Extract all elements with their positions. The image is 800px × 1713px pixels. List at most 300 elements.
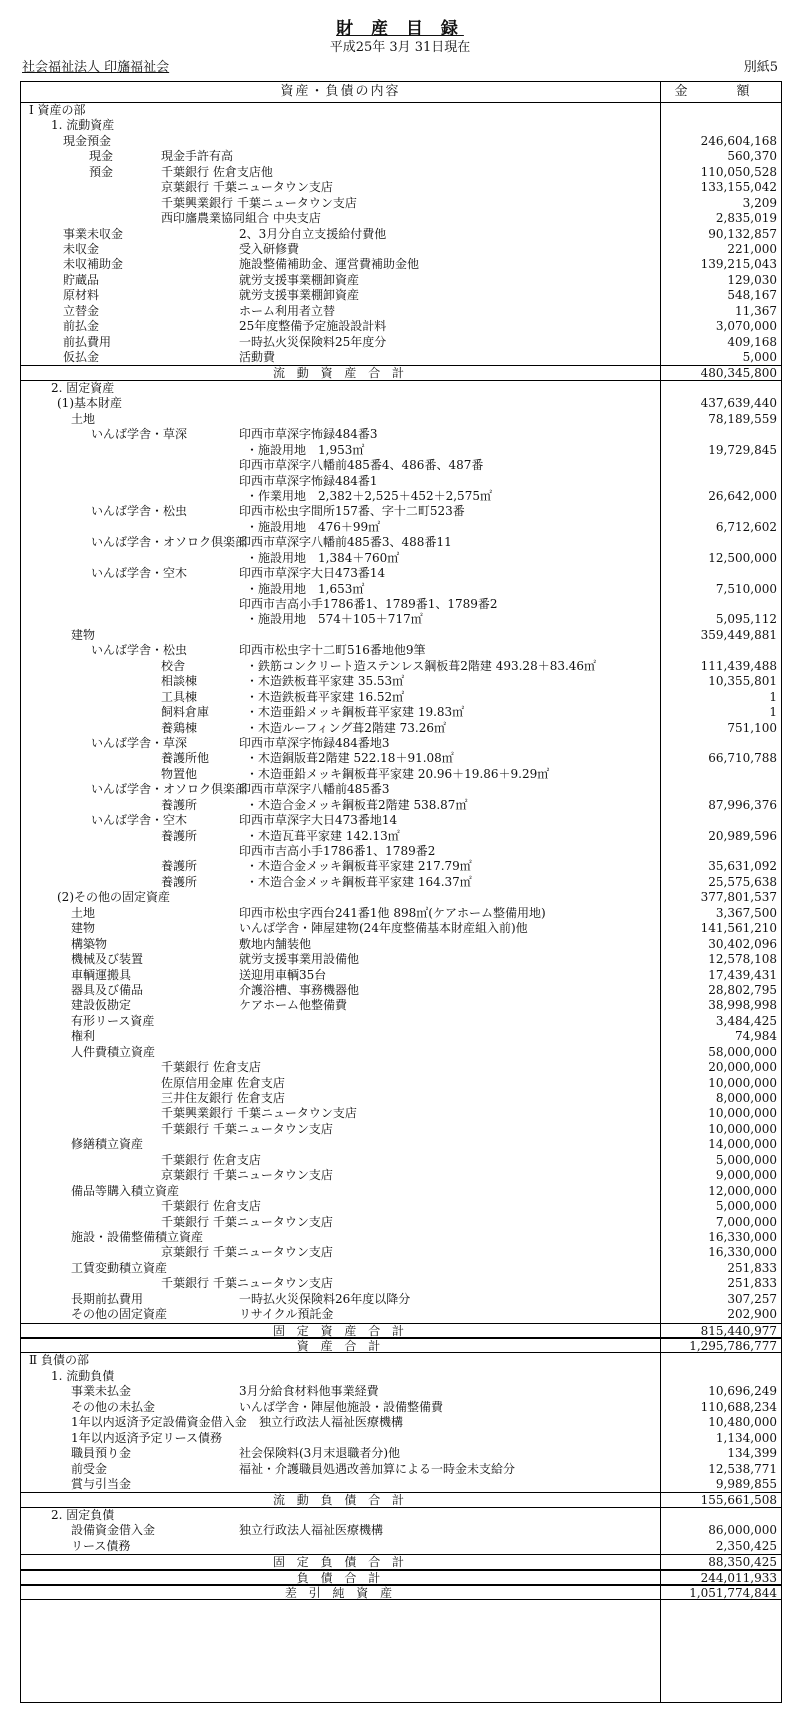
item-label: 前払金 (63, 319, 100, 334)
item-amount: 78,189,559 (708, 411, 777, 426)
table-row (21, 612, 781, 627)
table-row (21, 690, 781, 705)
table-row (21, 458, 781, 473)
table-row (21, 134, 781, 149)
table-row (21, 1184, 781, 1199)
table-row (21, 829, 781, 844)
item-amount: 134,399 (727, 1446, 777, 1461)
item-label: 賞与引当金 (71, 1476, 132, 1491)
item-label: いんば学舎・空木 (91, 566, 188, 581)
table-row (21, 474, 781, 489)
table-row (21, 890, 781, 905)
item-label: 立替金 (63, 303, 100, 318)
item-amount: 25,575,638 (708, 874, 777, 889)
table-row (21, 1276, 781, 1291)
item-label: 1. 流動負債 (51, 1368, 115, 1383)
item-amount: 74,984 (735, 1029, 777, 1044)
item-label: 工具棟 (161, 689, 198, 704)
table-row (21, 504, 781, 519)
table-row (21, 165, 781, 180)
table-row (21, 443, 781, 458)
item-amount: 12,538,771 (708, 1461, 777, 1476)
item-detail: ・施設用地 476＋99㎡ (246, 519, 381, 534)
item-detail: 印西市吉高小手1786番1、1789番1、1789番2 (239, 597, 498, 611)
item-label: 建設仮勘定 (71, 998, 132, 1013)
item-amount: 110,050,528 (700, 164, 777, 179)
table-row (21, 1369, 781, 1384)
item-detail: 印西市松虫字十二町516番地他9筆 (239, 643, 426, 658)
item-detail: 佐原信用金庫 佐倉支店 (161, 1075, 285, 1090)
table-row (21, 1462, 781, 1477)
table-row (21, 968, 781, 983)
item-detail: ・鉄筋コンクリート造ステンレス鋼板葺2階建 493.28＋83.46㎡ (246, 658, 597, 673)
item-detail: ・木造亜鉛メッキ鋼板葺平家建 20.96＋19.86＋9.29㎡ (246, 766, 550, 781)
item-amount: 7,510,000 (715, 581, 777, 596)
table-row (21, 937, 781, 952)
item-label: 2. 固定負債 (51, 1507, 115, 1522)
item-label: いんば学舎・草深 (91, 427, 188, 442)
item-label: 現金 (89, 149, 114, 164)
item-amount: 110,688,234 (700, 1399, 777, 1414)
item-amount: 251,833 (727, 1260, 777, 1275)
item-amount: 66,710,788 (708, 751, 777, 766)
item-label: (1)基本財産 (57, 396, 122, 411)
item-detail: 印西市吉高小手1786番1、1789番2 (239, 844, 436, 858)
item-detail: 京葉銀行 千葉ニュータウン支店 (161, 1245, 333, 1260)
table-row (21, 1292, 781, 1307)
item-amount: 5,000,000 (715, 1199, 777, 1214)
table-row (21, 844, 781, 859)
document-date: 平成25年 3月 31日現在 (329, 40, 471, 55)
item-label: 養護所 (161, 859, 198, 874)
item-label: 車輌運搬具 (71, 967, 132, 982)
item-amount: 1,295,786,777 (689, 1339, 777, 1353)
item-detail: いんば学舎・陣屋他施設・設備整備費 (239, 1399, 444, 1414)
table-row (21, 1199, 781, 1214)
table-row (21, 427, 781, 442)
item-detail: ・木造合金メッキ鋼板葺2階建 538.87㎡ (246, 797, 468, 812)
total-label: 流 動 資 産 合 計 (272, 366, 409, 381)
item-amount: 10,000,000 (708, 1121, 777, 1136)
item-amount: 8,000,000 (715, 1091, 777, 1105)
table-header (21, 82, 781, 103)
item-amount: 7,000,000 (715, 1214, 777, 1229)
item-detail: 印西市草深字大日473番14 (239, 566, 386, 581)
table-row (21, 1477, 781, 1492)
item-label: 仮払金 (63, 350, 100, 364)
item-label: Ⅱ 負債の部 (29, 1353, 89, 1368)
item-label: 器具及び備品 (71, 982, 144, 997)
item-detail: 一時払火災保険料26年度以降分 (239, 1291, 411, 1306)
item-amount: 139,215,043 (700, 257, 777, 272)
table-row (21, 1539, 781, 1554)
document-title: 財 産 目 録 (336, 19, 464, 39)
table-row (21, 736, 781, 751)
item-amount: 244,011,933 (700, 1570, 777, 1585)
table-row (21, 1261, 781, 1276)
item-detail: 三井住友銀行 佐倉支店 (161, 1091, 285, 1105)
item-amount: 17,439,431 (708, 967, 777, 982)
item-detail: 印西市松虫字西台241番1他 898㎡(ケアホーム整備用地) (239, 905, 546, 920)
total-label: 固 定 負 債 合 計 (272, 1555, 409, 1570)
total-row (21, 1492, 781, 1507)
item-amount: 10,696,249 (708, 1384, 777, 1399)
item-amount: 246,604,168 (700, 133, 777, 148)
item-label: 預金 (89, 164, 114, 179)
item-amount: 5,000,000 (715, 1152, 777, 1167)
item-detail: ・木造鉄板葺平家建 16.52㎡ (246, 689, 405, 704)
table-row (21, 1245, 781, 1260)
item-amount: 141,561,210 (700, 921, 777, 936)
item-label: 前払費用 (63, 334, 112, 349)
item-detail: 千葉銀行 千葉ニュータウン支店 (161, 1214, 333, 1229)
item-amount: 30,402,096 (708, 936, 777, 951)
item-detail: 千葉興業銀行 千葉ニュータウン支店 (161, 195, 357, 210)
table-row (21, 211, 781, 226)
table-row (21, 1091, 781, 1106)
total-label: 資 産 合 計 (296, 1339, 385, 1353)
item-amount: 10,000,000 (708, 1075, 777, 1090)
item-label: いんば学舎・松虫 (91, 504, 188, 519)
item-detail: ・施設用地 1,384＋760㎡ (246, 550, 400, 565)
item-amount: 38,998,998 (708, 998, 777, 1013)
item-amount: 5,000 (742, 350, 777, 364)
table-row (21, 906, 781, 921)
item-amount: 9,000,000 (715, 1168, 777, 1183)
item-amount: 12,000,000 (708, 1183, 777, 1198)
table-row (21, 782, 781, 797)
table-row (21, 1106, 781, 1121)
item-detail: ・木造合金メッキ鋼板葺平家建 164.37㎡ (246, 874, 472, 889)
table-row (21, 1446, 781, 1461)
item-detail: ・施設用地 1,653㎡ (246, 581, 365, 596)
item-detail: 千葉銀行 佐倉支店他 (161, 164, 273, 179)
item-label: (2)その他の固定資産 (57, 890, 170, 905)
item-amount: 16,330,000 (708, 1229, 777, 1244)
item-amount: 86,000,000 (708, 1523, 777, 1538)
item-amount: 751,100 (727, 720, 777, 735)
item-label: 事業未収金 (63, 226, 124, 241)
table-row (21, 643, 781, 658)
table-row (21, 566, 781, 581)
table-row (21, 1431, 781, 1446)
item-detail: 一時払火災保険料25年度分 (239, 334, 387, 349)
table-row (21, 242, 781, 257)
organization-name: 社会福祉法人 印旛福祉会 (22, 60, 170, 75)
table-row (21, 705, 781, 720)
table-row (21, 551, 781, 566)
item-amount: 19,729,845 (708, 442, 777, 457)
item-label: 校舎 (161, 658, 186, 673)
item-detail: 就労支援事業用設備他 (239, 952, 360, 967)
item-amount: 548,167 (727, 288, 777, 303)
item-label: 原材料 (63, 288, 100, 303)
item-label: 1. 流動資産 (51, 118, 115, 133)
item-label: いんば学舎・オソロク倶楽部 (91, 535, 248, 550)
item-amount: 3,070,000 (715, 319, 777, 334)
item-label: 1年以内返済予定リース債務 (71, 1430, 223, 1445)
item-label: いんば学舎・オソロク倶楽部 (91, 782, 248, 797)
item-label: 1年以内返済予定設備資金借入金 (71, 1415, 247, 1430)
item-detail: 印西市草深字八幡前485番3、488番11 (239, 535, 452, 550)
item-detail: ケアホーム他整備費 (239, 998, 348, 1013)
table-row (21, 1415, 781, 1430)
table-row (21, 998, 781, 1013)
item-detail: 独立行政法人福祉医療機構 (239, 1523, 384, 1538)
item-label: 貯蔵品 (63, 272, 100, 287)
item-label: 長期前払費用 (71, 1291, 144, 1306)
item-amount: 359,449,881 (700, 627, 777, 642)
item-label: 土地 (71, 411, 96, 426)
item-detail: いんば学舎・陣屋建物(24年度整備基本財産組入前)他 (239, 921, 528, 936)
table-row (21, 628, 781, 643)
item-detail: 印西市草深字八幡前485番3 (239, 782, 390, 797)
table-row (21, 180, 781, 195)
table-row (21, 952, 781, 967)
total-row (21, 365, 781, 380)
item-label: 人件費積立資産 (71, 1044, 156, 1059)
item-detail: ホーム利用者立替 (239, 303, 336, 318)
item-amount: 480,345,800 (700, 366, 777, 381)
table-row (21, 1307, 781, 1322)
item-detail: 千葉銀行 千葉ニュータウン支店 (161, 1121, 333, 1136)
total-row (21, 1323, 781, 1338)
item-label: 養護所 (161, 874, 198, 889)
table-row (21, 1045, 781, 1060)
table-row (21, 196, 781, 211)
item-amount: 90,132,857 (708, 226, 777, 241)
item-label: 有形リース資産 (71, 1013, 155, 1028)
item-label: 権利 (71, 1029, 96, 1044)
table-row (21, 1060, 781, 1075)
item-amount: 16,330,000 (708, 1245, 777, 1260)
table-row (21, 489, 781, 504)
table-row (21, 304, 781, 319)
item-amount: 11,367 (735, 303, 777, 318)
table-row (21, 1076, 781, 1091)
total-label: 負 債 合 計 (296, 1570, 385, 1585)
item-amount: 155,661,508 (700, 1493, 777, 1508)
item-detail: 千葉銀行 佐倉支店 (161, 1152, 261, 1167)
table-body (21, 103, 781, 1600)
item-amount: 251,833 (727, 1276, 777, 1291)
item-detail: 受入研修費 (239, 241, 300, 256)
table-row (21, 227, 781, 242)
table-row (21, 118, 781, 133)
table-row (21, 1153, 781, 1168)
item-amount: 815,440,977 (700, 1323, 777, 1338)
item-label: 修繕積立資産 (71, 1137, 144, 1152)
item-amount: 58,000,000 (708, 1044, 777, 1059)
item-label: 機械及び装置 (71, 952, 144, 967)
item-detail: 25年度整備予定施設設計料 (239, 319, 387, 334)
table-row (21, 1122, 781, 1137)
item-detail: 千葉銀行 佐倉支店 (161, 1060, 261, 1075)
table-row (21, 350, 781, 365)
table-row (21, 1508, 781, 1523)
table-row (21, 412, 781, 427)
item-label: Ⅰ 資産の部 (29, 103, 86, 117)
item-label: 養鶏棟 (161, 720, 198, 735)
item-detail: ・木造ルーフィング葺2階建 73.26㎡ (246, 720, 447, 735)
item-detail: 就労支援事業棚卸資産 (239, 288, 360, 303)
item-label: 構築物 (71, 936, 108, 951)
item-detail: ・木造亜鉛メッキ鋼板葺平家建 19.83㎡ (246, 705, 465, 720)
item-detail: ・木造銅版葺2階建 522.18＋91.08㎡ (246, 751, 454, 766)
item-amount: 2,350,425 (715, 1538, 777, 1553)
table-row (21, 1523, 781, 1538)
item-amount: 35,631,092 (708, 859, 777, 874)
item-amount: 20,000,000 (708, 1060, 777, 1075)
table-row (21, 1014, 781, 1029)
item-detail: 独立行政法人福祉医療機構 (259, 1415, 404, 1430)
total-label: 差 引 純 資 産 (284, 1586, 397, 1600)
item-detail: 印西市草深字大日473番地14 (239, 813, 398, 828)
table-row (21, 659, 781, 674)
table-row (21, 859, 781, 874)
item-amount: 12,578,108 (708, 952, 777, 967)
item-label: いんば学舎・空木 (91, 813, 188, 828)
attachment-label: 別紙5 (743, 60, 778, 75)
item-label: 前受金 (71, 1461, 108, 1476)
total-row (21, 1338, 781, 1353)
item-label: 養護所 (161, 828, 198, 843)
item-amount: 10,480,000 (708, 1415, 777, 1430)
item-amount: 88,350,425 (708, 1555, 777, 1570)
item-detail: 印西市草深字怖録484番1 (239, 473, 378, 488)
item-amount: 1,051,774,844 (689, 1586, 777, 1600)
item-label: 養護所 (161, 797, 198, 812)
item-amount: 133,155,042 (700, 180, 777, 195)
item-detail: ・木造瓦葺平家建 142.13㎡ (246, 828, 400, 843)
item-amount: 9,989,855 (715, 1476, 777, 1491)
item-detail: 西印旛農業協同組合 中央支店 (161, 211, 321, 226)
item-detail: 印西市草深字怖録484番3 (239, 427, 378, 442)
item-amount: 28,802,795 (708, 982, 777, 997)
item-detail: 活動費 (239, 350, 276, 364)
table-row (21, 813, 781, 828)
item-label: 建物 (71, 627, 96, 642)
item-amount: 202,900 (727, 1307, 777, 1322)
item-label: 未収補助金 (63, 257, 124, 272)
table-row (21, 335, 781, 350)
table-row (21, 535, 781, 550)
item-detail: 京葉銀行 千葉ニュータウン支店 (161, 1168, 333, 1183)
item-amount: 1 (769, 689, 777, 704)
item-label: 相談棟 (161, 674, 198, 689)
item-amount: 560,370 (727, 149, 777, 164)
item-amount: 221,000 (727, 241, 777, 256)
item-detail: ・木造合金メッキ鋼板葺平家建 217.79㎡ (246, 859, 472, 874)
item-amount: 1 (769, 705, 777, 720)
item-label: 設備資金借入金 (71, 1523, 156, 1538)
item-label: 未収金 (63, 241, 100, 256)
item-detail: 印西市松虫字間所157番、字十二町523番 (239, 504, 465, 519)
table-row (21, 273, 781, 288)
asset-inventory-table (20, 81, 782, 1703)
item-label: 物置他 (161, 766, 198, 781)
table-row (21, 798, 781, 813)
item-label: リース債務 (71, 1538, 131, 1553)
item-detail: ・木造鉄板葺平家建 35.53㎡ (246, 674, 405, 689)
total-row (21, 1585, 781, 1600)
item-detail: 千葉銀行 千葉ニュータウン支店 (161, 1276, 333, 1291)
item-label: 施設・設備整備積立資産 (71, 1229, 204, 1244)
item-label: いんば学舎・松虫 (91, 643, 188, 658)
item-label: 建物 (71, 921, 96, 936)
item-amount: 10,000,000 (708, 1106, 777, 1121)
item-detail: 社会保険料(3月末退職者分)他 (239, 1446, 400, 1461)
item-amount: 5,095,112 (715, 612, 777, 627)
table-row (21, 396, 781, 411)
item-detail: 千葉銀行 佐倉支店 (161, 1199, 261, 1214)
item-detail: ・施設用地 1,953㎡ (246, 442, 365, 457)
item-detail: 施設整備補助金、運営費補助金他 (239, 257, 420, 272)
table-row (21, 1384, 781, 1399)
item-detail: 印西市草深字八幡前485番4、486番、487番 (239, 458, 484, 473)
table-row (21, 1400, 781, 1415)
table-row (21, 921, 781, 936)
item-amount: 111,439,488 (700, 658, 777, 673)
item-label: 土地 (71, 905, 96, 920)
item-label: 飼料倉庫 (161, 705, 210, 720)
table-row (21, 1168, 781, 1183)
table-row (21, 1215, 781, 1230)
item-detail: 介護浴槽、事務機器他 (239, 982, 360, 997)
item-detail: 敷地内舗装他 (239, 936, 312, 951)
table-row (21, 983, 781, 998)
item-label: その他の未払金 (71, 1399, 156, 1414)
table-row (21, 875, 781, 890)
table-row (21, 257, 781, 272)
table-row (21, 149, 781, 164)
item-amount: 1,134,000 (715, 1430, 777, 1445)
item-label: いんば学舎・草深 (91, 735, 188, 750)
item-label: その他の固定資産 (71, 1307, 168, 1322)
table-row (21, 1137, 781, 1152)
table-row (21, 674, 781, 689)
item-amount: 3,484,425 (715, 1013, 777, 1028)
table-row (21, 103, 781, 118)
table-row (21, 1353, 781, 1368)
table-row (21, 288, 781, 303)
item-amount: 307,257 (727, 1291, 777, 1306)
table-row (21, 721, 781, 736)
item-detail: 送迎用車輌35台 (239, 967, 327, 982)
item-amount: 377,801,537 (700, 890, 777, 905)
item-label: 工賃変動積立資産 (71, 1260, 168, 1275)
total-label: 固 定 資 産 合 計 (272, 1323, 409, 1338)
item-amount: 6,712,602 (715, 519, 777, 534)
item-amount: 437,639,440 (700, 396, 777, 411)
item-amount: 12,500,000 (708, 550, 777, 565)
item-amount: 3,209 (742, 195, 777, 210)
item-amount: 14,000,000 (708, 1137, 777, 1152)
item-amount: 129,030 (727, 272, 777, 287)
item-detail: ・施設用地 574＋105＋717㎡ (246, 612, 423, 627)
item-label: 備品等購入積立資産 (71, 1183, 180, 1198)
table-row (21, 1029, 781, 1044)
table-row (21, 520, 781, 535)
item-detail: 就労支援事業棚卸資産 (239, 272, 360, 287)
item-detail: 福祉・介護職員処遇改善加算による一時金未支給分 (239, 1461, 516, 1476)
item-label: 養護所他 (161, 751, 210, 766)
item-detail: 千葉興業銀行 千葉ニュータウン支店 (161, 1106, 357, 1121)
item-detail: ・作業用地 2,382＋2,525＋452＋2,575㎡ (246, 488, 492, 503)
table-row (21, 1230, 781, 1245)
item-detail: 印西市草深字怖録484番地3 (239, 735, 390, 750)
total-label: 流 動 負 債 合 計 (272, 1493, 409, 1508)
